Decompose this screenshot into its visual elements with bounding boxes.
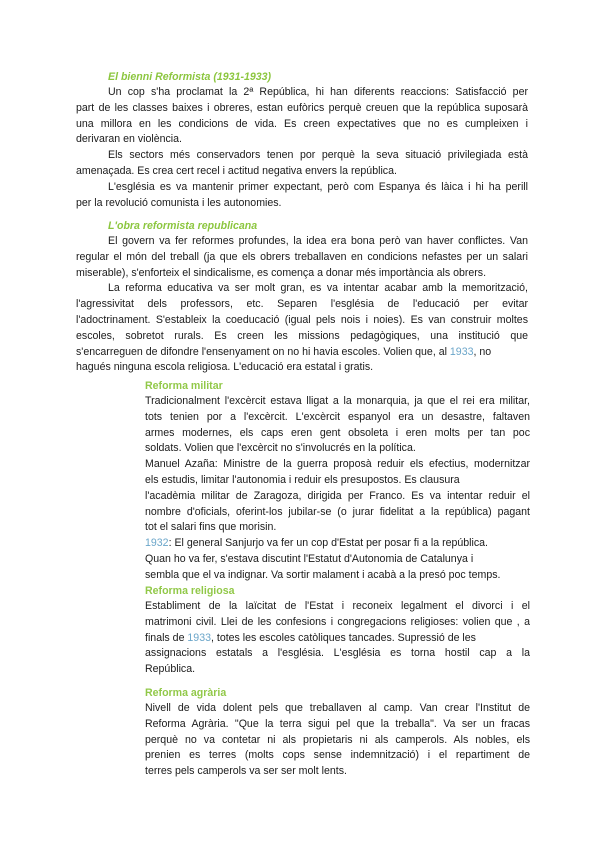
paragraph-line: Establiment de la laïcitat de l'Estat i reconeix legalment el divorci i el: [145, 600, 530, 612]
subsection-reforma-agraria: [145, 685, 530, 780]
paragraph-line: sembla que el va indignar. Va sortir malament i acabà a la presó poc temps.: [145, 568, 501, 581]
paragraph-line: miserable), s'enforteix el sindicalisme, es comença a donar més importància als obrers.: [76, 266, 487, 279]
paragraph-line: amenaçada. Es crea cert recel i actitud negativa envers la república.: [76, 164, 397, 177]
paragraph-line: [145, 631, 530, 647]
paragraph-line: hagués ninguna escola religiosa. L'educació era estatal i gratis.: [76, 361, 374, 374]
paragraph-line: Un cop s'ha proclamat la 2ª República, hi han diferents reaccions: Satisfacció per: [108, 86, 528, 98]
paragraph-line: [76, 345, 528, 361]
year-link: 1933: [449, 345, 474, 358]
section-title: L'obra reformista republicana: [108, 220, 258, 232]
paragraph-line: nombre d'oficials, oferint-los jubilar-se (o jurar fidelitat a la república) pagant: [145, 505, 530, 518]
paragraph-line: Reforma Agrària. "Que la terra sigui pel que la treballa". Va ser un fracas: [145, 717, 530, 730]
text-span: , no: [473, 345, 492, 358]
subsection-reforma-religiosa: [145, 583, 530, 678]
paragraph-line: per la revolució comunista i les autonomies.: [76, 196, 282, 209]
paragraph-line: l'acadèmia militar de Zaragoza, dirigida per Franco. Es va intentar reduir el: [145, 489, 530, 502]
paragraph-line: part de les classes baixes i obreres, estan eufòrics perquè creuen que la república suposarà: [76, 101, 528, 114]
paragraph-line: Manuel Azaña: Ministre de la guerra proposà reduir els efectius, modernitzar: [145, 458, 530, 471]
subsection-reforma-militar: [145, 378, 530, 584]
subsection-title: Reforma agrària: [145, 687, 227, 699]
paragraph-line: Tradicionalment l'excèrcit estava lligat a la monarquia, ja que el rei era militar,: [145, 395, 530, 407]
paragraph-line: una millora en les condicions de vida. Es creen expectatives que no es cumpleixen i: [76, 117, 528, 130]
paragraph-line: perquè no va contetar ni als propietaris ni als camperols. Als nobles, els: [145, 733, 530, 746]
paragraph-line: escoles, sobretot rurals. Es creen les missions pedagògiques, una institució que: [76, 329, 528, 342]
text-span: , totes les escoles catòliques tancades. Supressió de les: [210, 631, 476, 644]
paragraph-line: Els sectors més conservadors tenen por perquè la seva situació privilegiada està: [108, 149, 528, 162]
paragraph-line: soldats. Volien que l'excèrcit no s'involucrés en la política.: [145, 442, 416, 455]
text-span: s'encarreguen de difondre l'ensenyament on no hi havia escoles. Volien que, al: [76, 345, 450, 358]
subsection-title: Reforma religiosa: [145, 585, 235, 597]
paragraph-line: armes modernes, els caps eren gent obsoleta i eren molts per tan poc: [145, 426, 530, 439]
paragraph-line: tots tenien por a l'excèrcit. L'excèrcit espanyol era un desastre, faltaven: [145, 410, 530, 423]
paragraph-line: derivaran en violència.: [76, 133, 182, 146]
section-title: El bienni Reformista (1931-1933): [108, 71, 272, 83]
year-link: 1932: [145, 537, 169, 550]
paragraph-line: terres pels camperols va ser ser molt lents.: [145, 765, 347, 778]
paragraph-line: assignacions estatals a l'església. L'església es torna hostil cap a la: [145, 647, 530, 660]
text-span: finals de: [145, 631, 188, 644]
year-link: 1933: [187, 631, 211, 644]
paragraph-line: l'adoctrinament. S'estableix la coeducació (igual pels nois i noies). Es van construir moltes: [76, 313, 528, 326]
section-bienni-reformista: [76, 69, 528, 211]
paragraph-line: prenien es terres (molts cops sense indemnització) i el repartiment de: [145, 749, 530, 762]
paragraph-line: Quan ho va fer, s'estava discutint l'Estatut d'Autonomia de Catalunya i: [145, 552, 474, 565]
paragraph-line: l'agressivitat dels professors, etc. Separen l'església de l'educació per evitar: [76, 298, 528, 311]
section-obra-reformista: [76, 218, 528, 376]
paragraph-line: El govern va fer reformes profundes, la idea era bona però van haver conflictes. Van: [108, 235, 528, 247]
paragraph-line: L'església es va mantenir primer expectant, però com Espanya és làica i hi ha perill: [108, 180, 528, 193]
subsection-title: Reforma militar: [145, 380, 223, 392]
paragraph-line: els estudis, limitar l'autonomia i reduir els presupostos. Es clausura: [145, 473, 460, 486]
paragraph-line: Nivell de vida dolent pels que treballaven al camp. Van crear l'Institut de: [145, 702, 530, 714]
paragraph-line: regular el món del treball (ja que els obrers treballaven en condicions nefastes per un salari: [76, 250, 528, 263]
paragraph-line: República.: [145, 663, 196, 676]
text-span: : El general Sanjurjo va fer un cop d'Estat per posar fi a la república.: [168, 537, 489, 550]
paragraph-line: La reforma educativa va ser molt gran, es va intentar acabar amb la memorització,: [108, 282, 528, 295]
paragraph-line: matrimoni civil. Llei de les confesions i congregacions religioses: volien que , a: [145, 615, 530, 628]
paragraph-line: [145, 536, 530, 552]
paragraph-line: tot el salari fins que morisin.: [145, 521, 277, 534]
